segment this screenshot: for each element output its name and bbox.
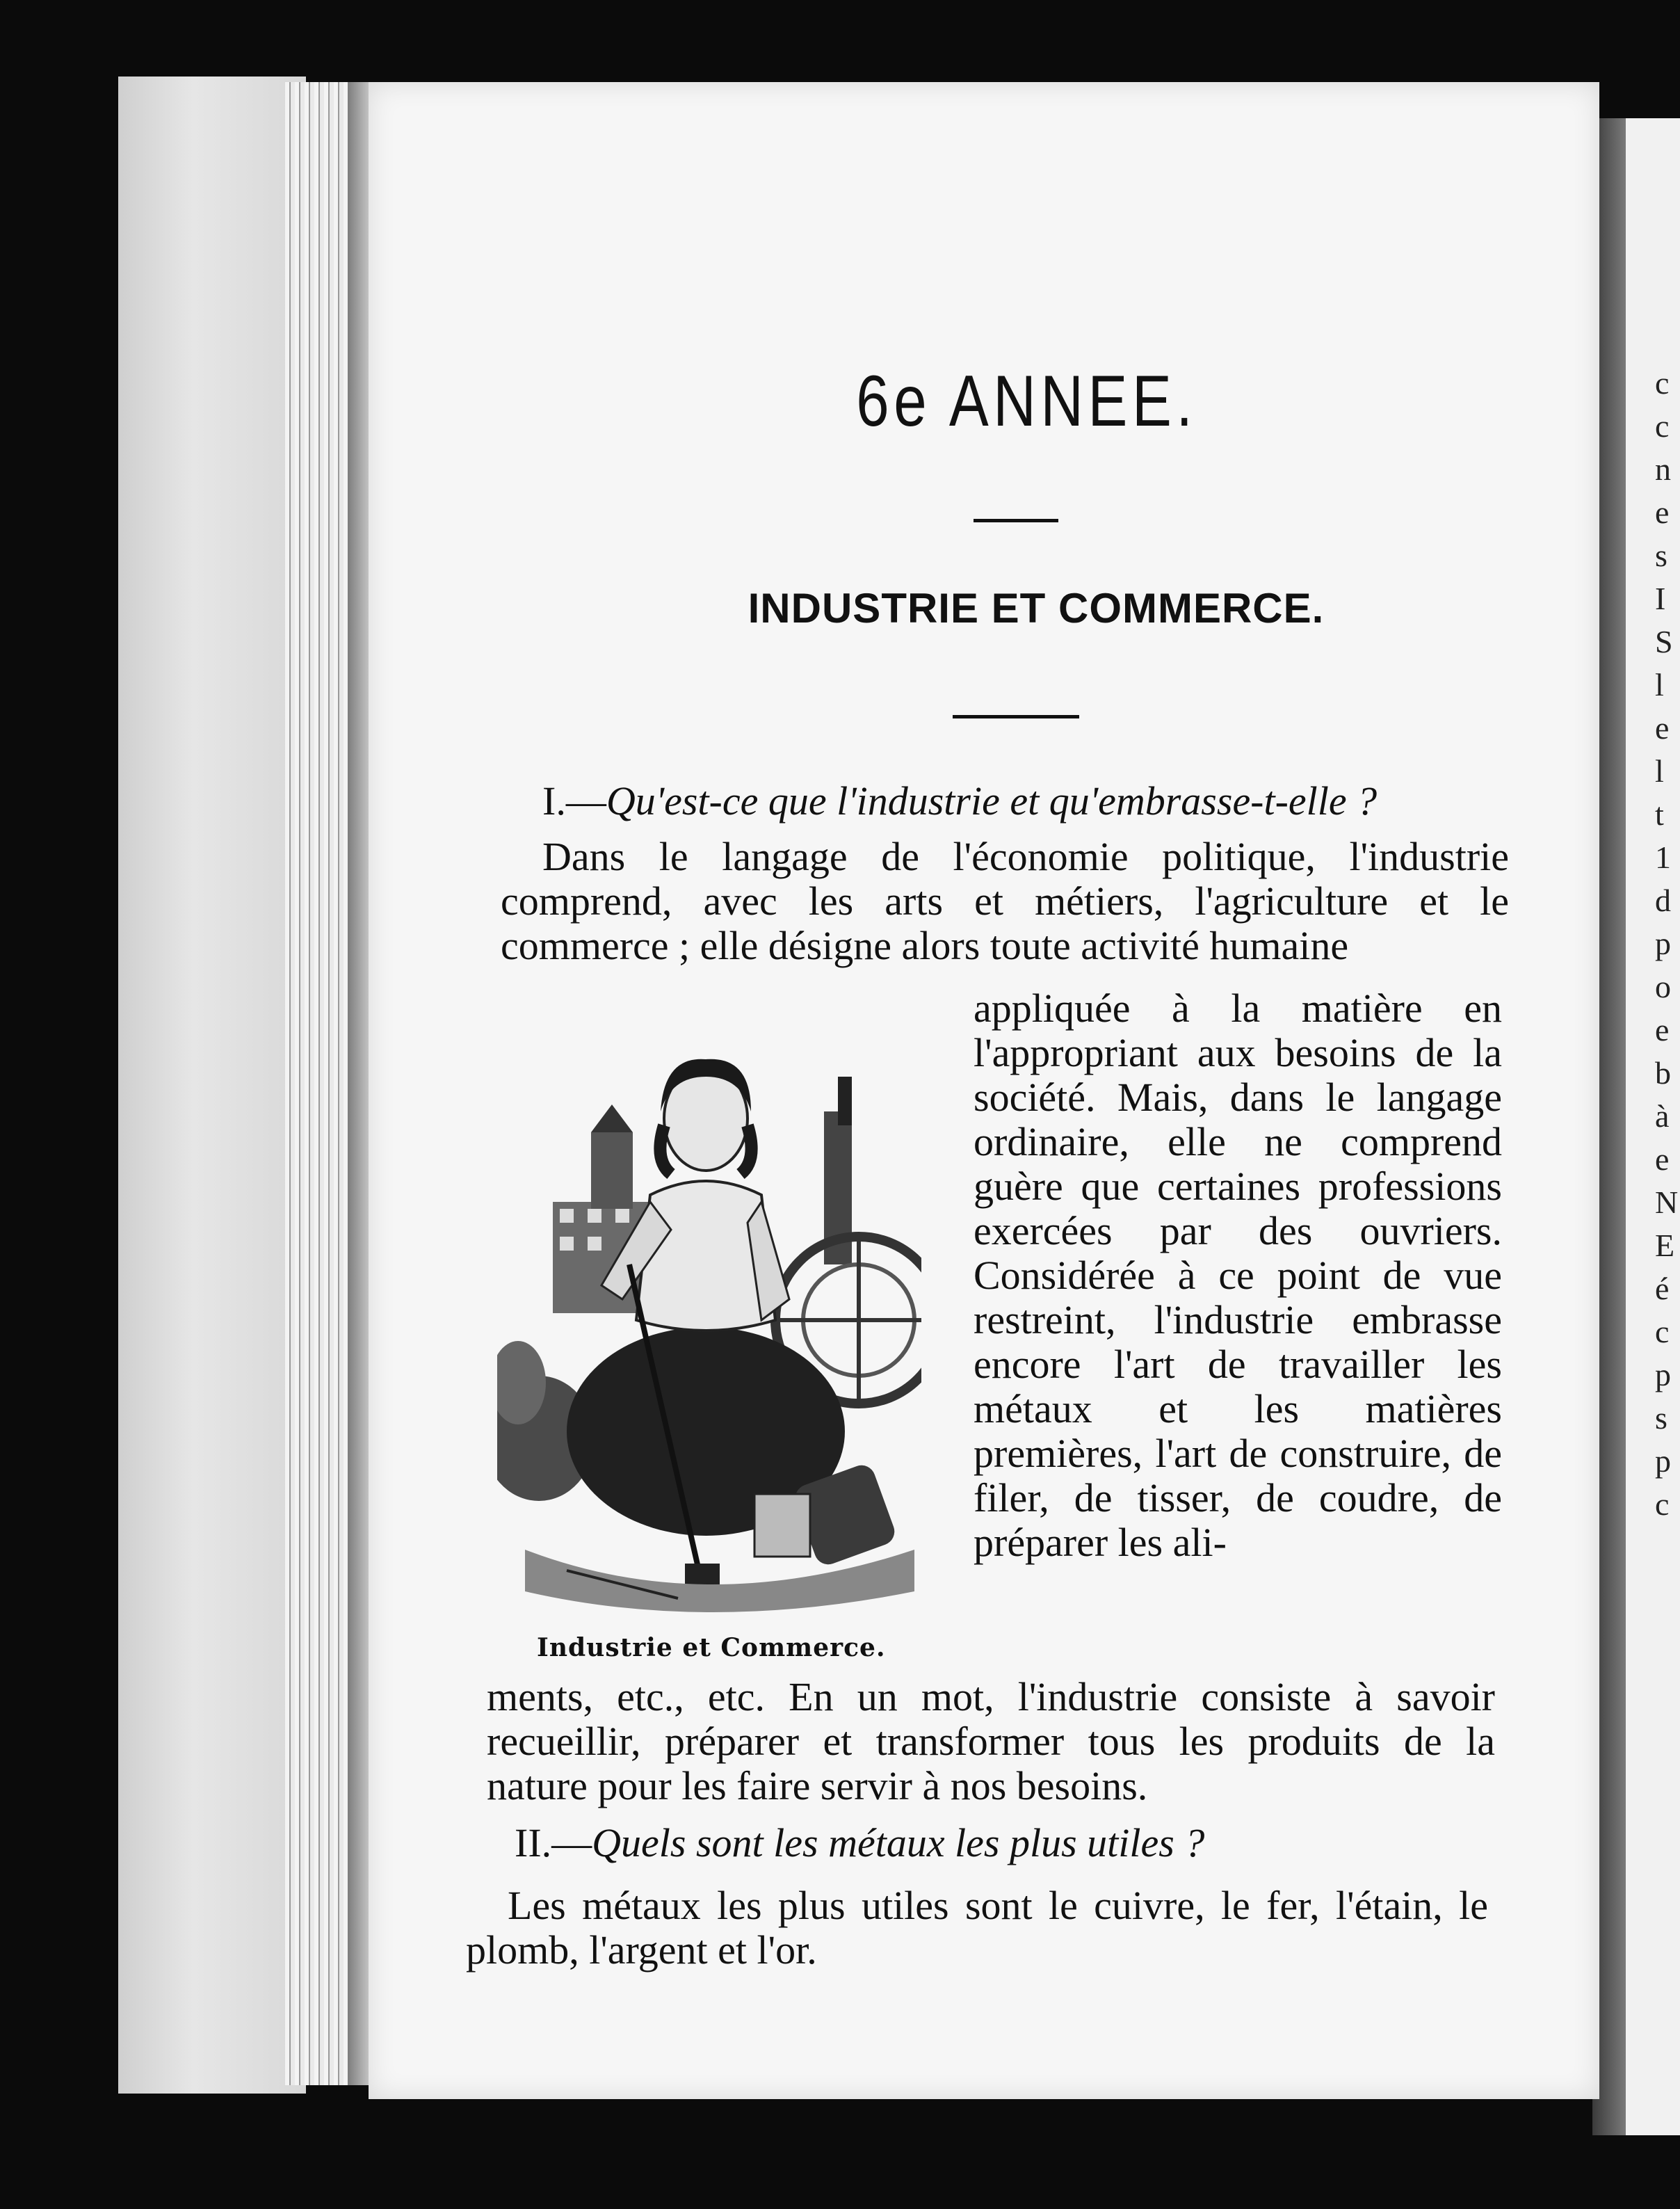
next-page-letter: e (1655, 1141, 1670, 1177)
rule-divider (953, 715, 1079, 718)
next-page-letter: b (1655, 1055, 1671, 1091)
left-flyleaf (118, 77, 306, 2094)
next-page-letter: s (1655, 538, 1667, 573)
question-1 (542, 779, 1467, 824)
next-page-letter: d (1655, 883, 1671, 918)
question-1-text: Qu'est-ce que l'industrie et qu'embrasse-t-elle ? (606, 778, 1378, 824)
question-2 (515, 1821, 1419, 1865)
next-page-letter: I (1655, 581, 1666, 616)
next-page-letter: c (1655, 1486, 1670, 1522)
next-page-letter: à (1655, 1098, 1670, 1134)
next-page-letter: é (1655, 1271, 1670, 1306)
next-page-letter: l (1655, 753, 1664, 789)
next-page-letter: o (1655, 969, 1671, 1004)
question-2-text: Quels sont les métaux les plus utiles ? (592, 1820, 1205, 1865)
next-page-letter: c (1655, 408, 1670, 444)
engraving-illustration (497, 993, 921, 1633)
next-page-letter: S (1655, 624, 1673, 659)
question-1-number: I.— (542, 778, 606, 824)
next-page-letter: t (1655, 796, 1664, 832)
next-page-letter: l (1655, 667, 1664, 702)
figure-caption: Industrie et Commerce. (537, 1633, 886, 1662)
question-2-number: II.— (515, 1820, 592, 1865)
next-page-letter: E (1655, 1228, 1675, 1263)
book-page (369, 82, 1599, 2099)
next-page-letter: n (1655, 451, 1671, 487)
year-heading: 6e ANNEE. (856, 361, 1197, 442)
next-page-letter: p (1655, 1357, 1671, 1392)
next-page-letter: e (1655, 710, 1670, 746)
paragraph-intro: Dans le langage de l'économie politique, l'industrie comprend, avec les arts et métiers, l'agriculture et le commerce ; elle désigne alors toute activité humaine (501, 834, 1509, 968)
paragraph-answer-2: Les métaux les plus utiles sont le cuivre, le fer, l'étain, le plomb, l'argent et l'or. (466, 1883, 1488, 1973)
next-page-text-fragments (1655, 362, 1680, 1526)
next-page-letter: e (1655, 495, 1670, 530)
section-title: INDUSTRIE ET COMMERCE. (748, 585, 1325, 632)
next-page-letter: 1 (1655, 840, 1671, 875)
next-page-letter: p (1655, 1443, 1671, 1479)
next-page-letter: e (1655, 1012, 1670, 1047)
next-page-letter: s (1655, 1400, 1667, 1436)
paragraph-beside-figure: appliquée à la matière en l'appropriant aux besoins de la société. Mais, dans le langage ordinaire, elle ne comprend guère que certaines professions exercées par des ouvriers. Considérée à ce point de vue restreint, l'industrie embrasse encore l'art de travailler les métaux et les matières premières, l'art de construire, de filer, de tisser, de coudre, de préparer les ali- (974, 986, 1502, 1565)
woman-with-anvil-illustration (497, 993, 921, 1619)
paragraph-continued: ments, etc., etc. En un mot, l'industrie consiste à savoir recueillir, préparer et transformer tous les produits de la nature pour les faire servir à nos besoins. (487, 1674, 1495, 1808)
next-page-letter: c (1655, 365, 1670, 401)
rule-divider (974, 519, 1058, 522)
next-page-letter: N (1655, 1184, 1679, 1220)
next-page-letter: p (1655, 926, 1671, 961)
next-page-letter: c (1655, 1314, 1670, 1349)
